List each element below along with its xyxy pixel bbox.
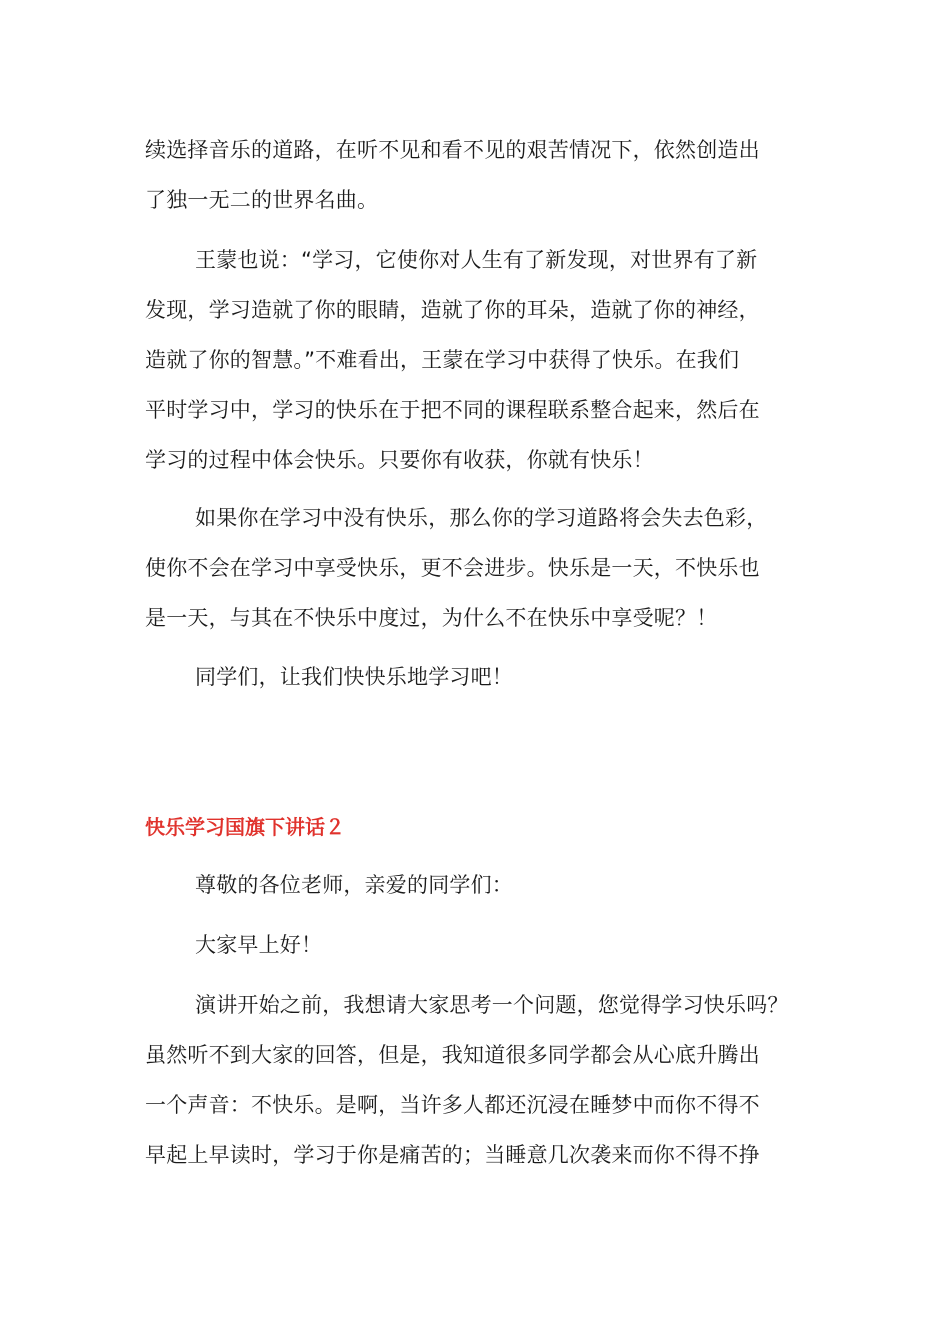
paragraph-6-line-1: 大家早上好！ [195, 933, 323, 957]
paragraph-7-line-2: 虽然听不到大家的回答，但是，我知道很多同学都会从心底升腾出 [145, 1043, 760, 1067]
paragraph-7-line-3: 一个声音：不快乐。是啊，当许多人都还沉浸在睡梦中而你不得不 [145, 1093, 760, 1117]
paragraph-2-line-3: 造就了你的智慧。”不难看出，王蒙在学习中获得了快乐。在我们 [145, 348, 740, 372]
paragraph-2-line-4: 平时学习中，学习的快乐在于把不同的课程联系整合起来，然后在 [145, 398, 760, 422]
paragraph-2-line-2: 发现，学习造就了你的眼睛，造就了你的耳朵，造就了你的神经， [145, 298, 760, 322]
paragraph-1-line-1: 续选择音乐的道路，在听不见和看不见的艰苦情况下，依然创造出 [145, 138, 760, 162]
paragraph-2-line-1: 王蒙也说：“学习，它使你对人生有了新发现，对世界有了新 [195, 248, 758, 272]
paragraph-2-line-5: 学习的过程中体会快乐。只要你有收获，你就有快乐！ [145, 448, 654, 472]
paragraph-3-line-3: 是一天，与其在不快乐中度过，为什么不在快乐中享受呢？！ [145, 606, 718, 630]
paragraph-7-line-1: 演讲开始之前，我想请大家思考一个问题，您觉得学习快乐吗？ [195, 993, 789, 1017]
paragraph-3-line-2: 使你不会在学习中享受快乐，更不会进步。快乐是一天，不快乐也 [145, 556, 760, 580]
paragraph-4-line-1: 同学们，让我们快快乐地学习吧！ [195, 665, 513, 689]
paragraph-5-line-1: 尊敬的各位老师，亲爱的同学们： [195, 873, 513, 897]
paragraph-7-line-4: 早起上早读时，学习于你是痛苦的；当睡意几次袭来而你不得不挣 [145, 1143, 760, 1167]
paragraph-1-line-2: 了独一无二的世界名曲。 [145, 188, 379, 212]
paragraph-3-line-1: 如果你在学习中没有快乐，那么你的学习道路将会失去色彩， [195, 506, 768, 530]
section-heading: 快乐学习国旗下讲话２ [145, 815, 345, 839]
